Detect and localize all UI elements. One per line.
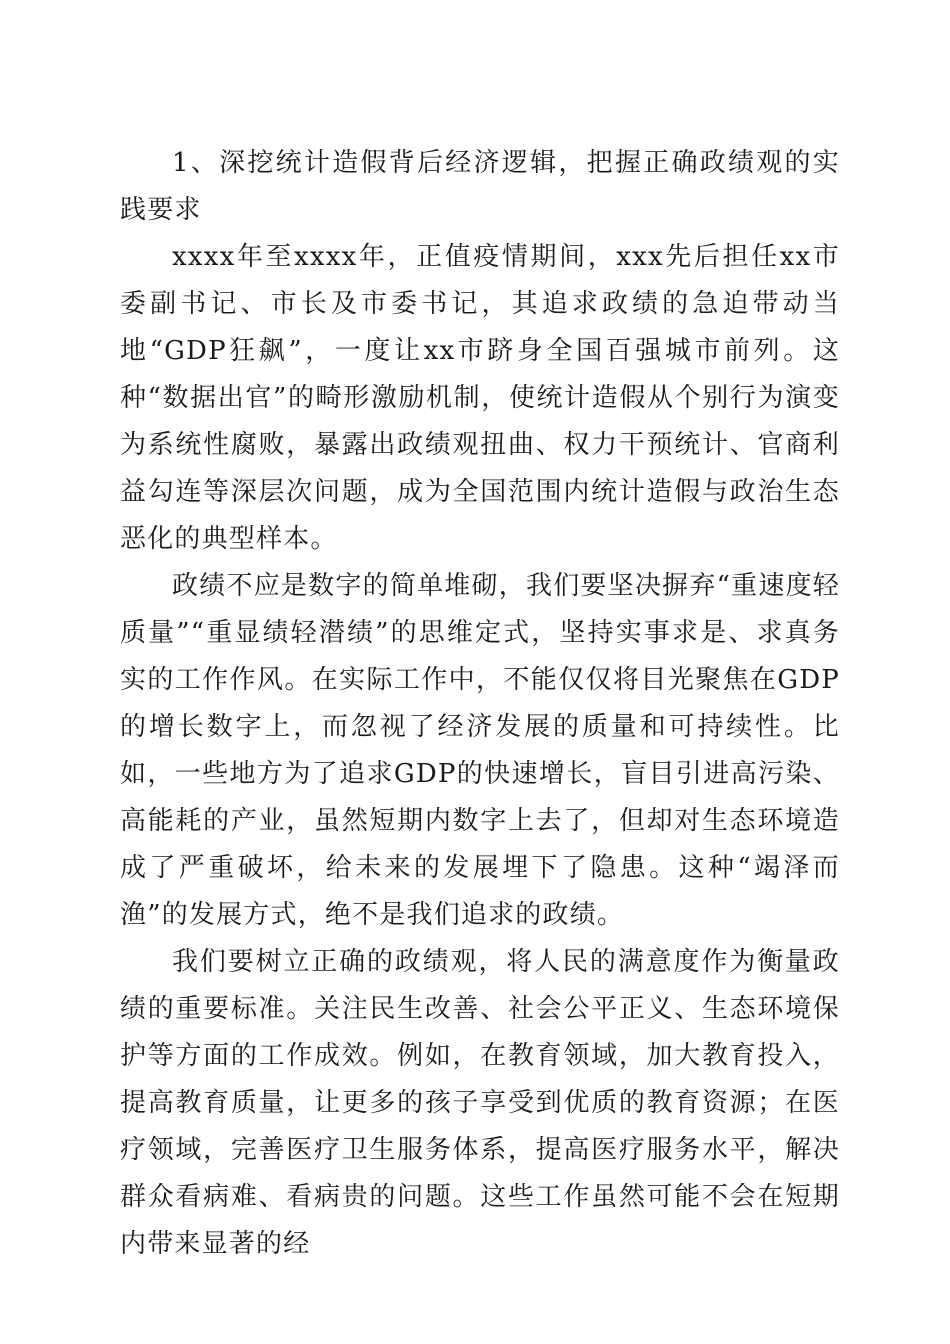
- section-heading: 1、深挖统计造假背后经济逻辑，把握正确政绩观的实践要求: [120, 148, 840, 225]
- paragraph-3: 我们要树立正确的政绩观，将人民的满意度作为衡量政绩的重要标准。关注民生改善、社会公平正义、生态环境保护等方面的工作成效。例如，在教育领域，加大教育投入，提高教育质量，让更多的孩子享受到优质的教育资源；在医疗领域，完善医疗卫生服务体系，提高医疗服务水平，解决群众看病难、看病贵的问题。这些工作虽然可能不会在短期内带来显著的经: [120, 947, 840, 1259]
- document-body: [120, 140, 840, 1268]
- paragraph-2: 政绩不应是数字的简单堆砌，我们要坚决摒弃“重速度轻质量”“重显绩轻潜绩”的思维定式，坚持实事求是、求真务实的工作作风。在实际工作中，不能仅仅将目光聚焦在GDP的增长数字上，而忽视了经济发展的质量和可持续性。比如，一些地方为了追求GDP的快速增长，盲目引进高污染、高能耗的产业，虽然短期内数字上去了，但却对生态环境造成了严重破坏，给未来的发展埋下了隐患。这种“竭泽而渔”的发展方式，绝不是我们追求的政绩。: [120, 571, 840, 930]
- paragraph-1: xxxx年至xxxx年，正值疫情期间，xxx先后担任xx市委副书记、市长及市委书记，其追求政绩的急迫带动当地“GDP狂飙”，一度让xx市跻身全国百强城市前列。这种“数据出官”的畸形激励机制，使统计造假从个别行为演变为系统性腐败，暴露出政绩观扭曲、权力干预统计、官商利益勾连等深层次问题，成为全国范围内统计造假与政治生态恶化的典型样本。: [120, 242, 840, 554]
